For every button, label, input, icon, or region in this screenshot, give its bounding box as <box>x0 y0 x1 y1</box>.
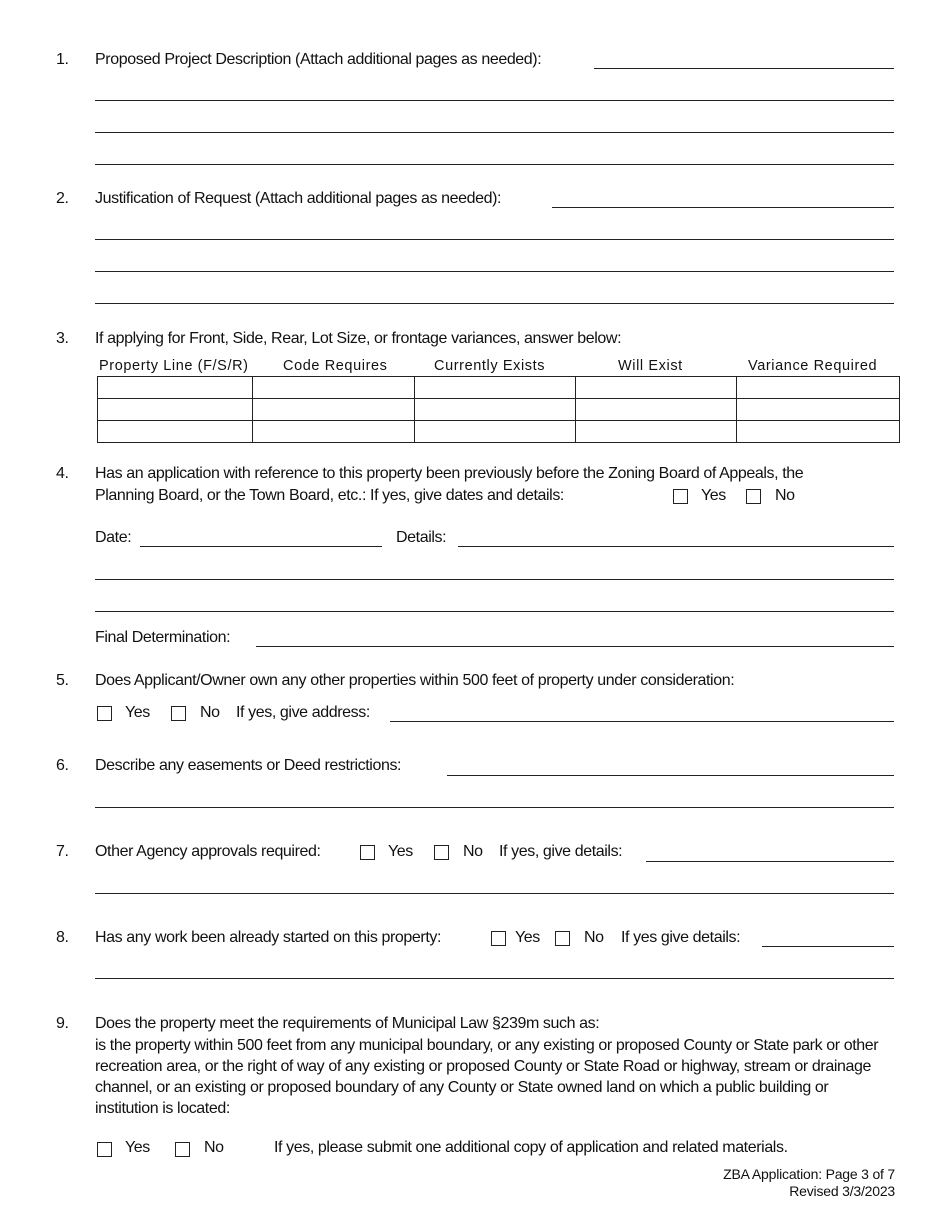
q5-address-field[interactable] <box>390 721 894 722</box>
table-cell[interactable] <box>98 421 253 443</box>
q2-field-line-2[interactable] <box>95 239 894 240</box>
q6-number: 6. <box>56 757 69 774</box>
q2-number: 2. <box>56 190 69 207</box>
q4-label-line1: Has an application with reference to this property been previously before the Zoning Board of Appeals, the <box>95 465 804 482</box>
q5-no-label: No <box>200 704 220 721</box>
q5-yes-label: Yes <box>125 704 150 721</box>
table-cell[interactable] <box>737 377 900 399</box>
q2-field-line-4[interactable] <box>95 303 894 304</box>
footer-revised-date: Revised 3/3/2023 <box>789 1183 895 1199</box>
q9-number: 9. <box>56 1015 69 1032</box>
q9-body: is the property within 500 feet from any municipal boundary, or any existing or proposed County or State park or other recreation area, or the right of way of any existing or proposed County or State Road or highway, stream or drainage channel, or an existing or proposed boundary of any County or State owned land on which a public building or institution is located: <box>95 1037 879 1117</box>
q2-field-line-1[interactable] <box>552 207 894 208</box>
q4-final-determination-field[interactable] <box>256 646 894 647</box>
column-header-variance-required: Variance Required <box>748 358 878 374</box>
table-row <box>98 421 900 443</box>
table-cell[interactable] <box>576 421 737 443</box>
q4-details-field-1[interactable] <box>458 546 894 547</box>
q8-details-field-1[interactable] <box>762 946 894 947</box>
variance-table <box>97 376 900 443</box>
q1-label: Proposed Project Description (Attach additional pages as needed): <box>95 51 542 68</box>
q4-no-checkbox[interactable] <box>746 489 761 504</box>
q4-label-line2: Planning Board, or the Town Board, etc.: If yes, give dates and details: <box>95 487 564 504</box>
q5-number: 5. <box>56 672 69 689</box>
q5-label: Does Applicant/Owner own any other properties within 500 feet of property under consideration: <box>95 672 735 689</box>
q8-number: 8. <box>56 929 69 946</box>
q9-no-label: No <box>204 1139 224 1156</box>
q4-details-field-3[interactable] <box>95 611 894 612</box>
column-header-will-exist: Will Exist <box>618 358 683 374</box>
q9-yes-checkbox[interactable] <box>97 1142 112 1157</box>
q7-label: Other Agency approvals required: <box>95 843 321 860</box>
q4-yes-label: Yes <box>701 487 726 504</box>
q8-details-field-2[interactable] <box>95 978 894 979</box>
table-cell[interactable] <box>415 399 576 421</box>
column-header-code-requires: Code Requires <box>283 358 388 374</box>
q4-date-label: Date: <box>95 529 132 546</box>
q8-details-label: If yes give details: <box>621 929 741 946</box>
q7-details-field-2[interactable] <box>95 893 894 894</box>
q7-details-label: If yes, give details: <box>499 843 623 860</box>
q7-no-label: No <box>463 843 483 860</box>
footer-page-number: ZBA Application: Page 3 of 7 <box>723 1166 895 1182</box>
q2-field-line-3[interactable] <box>95 271 894 272</box>
table-cell[interactable] <box>576 377 737 399</box>
q1-field-line-4[interactable] <box>95 164 894 165</box>
q4-number: 4. <box>56 465 69 482</box>
q4-details-field-2[interactable] <box>95 579 894 580</box>
q4-yes-checkbox[interactable] <box>673 489 688 504</box>
q9-label: Does the property meet the requirements of Municipal Law §239m such as: <box>95 1015 600 1032</box>
q7-no-checkbox[interactable] <box>434 845 449 860</box>
table-cell[interactable] <box>98 377 253 399</box>
q3-number: 3. <box>56 330 69 347</box>
q8-yes-label: Yes <box>515 929 540 946</box>
q4-no-label: No <box>775 487 795 504</box>
column-header-property-line: Property Line (F/S/R) <box>99 358 249 374</box>
q4-date-field[interactable] <box>140 546 382 547</box>
column-header-currently-exists: Currently Exists <box>434 358 546 374</box>
table-cell[interactable] <box>415 421 576 443</box>
table-cell[interactable] <box>737 421 900 443</box>
table-cell[interactable] <box>415 377 576 399</box>
table-cell[interactable] <box>98 399 253 421</box>
q4-final-determination-label: Final Determination: <box>95 629 231 646</box>
q9-no-checkbox[interactable] <box>175 1142 190 1157</box>
q5-no-checkbox[interactable] <box>171 706 186 721</box>
q8-yes-checkbox[interactable] <box>491 931 506 946</box>
q1-field-line-2[interactable] <box>95 100 894 101</box>
q4-details-label: Details: <box>396 529 447 546</box>
q8-no-checkbox[interactable] <box>555 931 570 946</box>
q1-field-line-1[interactable] <box>594 68 894 69</box>
table-row <box>98 399 900 421</box>
table-cell[interactable] <box>576 399 737 421</box>
table-row <box>98 377 900 399</box>
q1-field-line-3[interactable] <box>95 132 894 133</box>
table-cell[interactable] <box>253 399 415 421</box>
q7-yes-label: Yes <box>388 843 413 860</box>
q6-label: Describe any easements or Deed restrictions: <box>95 757 402 774</box>
q5-address-label: If yes, give address: <box>236 704 370 721</box>
table-cell[interactable] <box>737 399 900 421</box>
q9-yes-label: Yes <box>125 1139 150 1156</box>
q9-note: If yes, please submit one additional copy of application and related materials. <box>274 1139 788 1156</box>
q7-details-field-1[interactable] <box>646 861 894 862</box>
q5-yes-checkbox[interactable] <box>97 706 112 721</box>
q3-label: If applying for Front, Side, Rear, Lot Size, or frontage variances, answer below: <box>95 330 622 347</box>
q7-number: 7. <box>56 843 69 860</box>
q1-number: 1. <box>56 51 69 68</box>
q2-label: Justification of Request (Attach additional pages as needed): <box>95 190 502 207</box>
table-cell[interactable] <box>253 421 415 443</box>
q6-field-line-1[interactable] <box>447 775 894 776</box>
q7-yes-checkbox[interactable] <box>360 845 375 860</box>
q8-label: Has any work been already started on this property: <box>95 929 442 946</box>
q6-field-line-2[interactable] <box>95 807 894 808</box>
q8-no-label: No <box>584 929 604 946</box>
table-cell[interactable] <box>253 377 415 399</box>
